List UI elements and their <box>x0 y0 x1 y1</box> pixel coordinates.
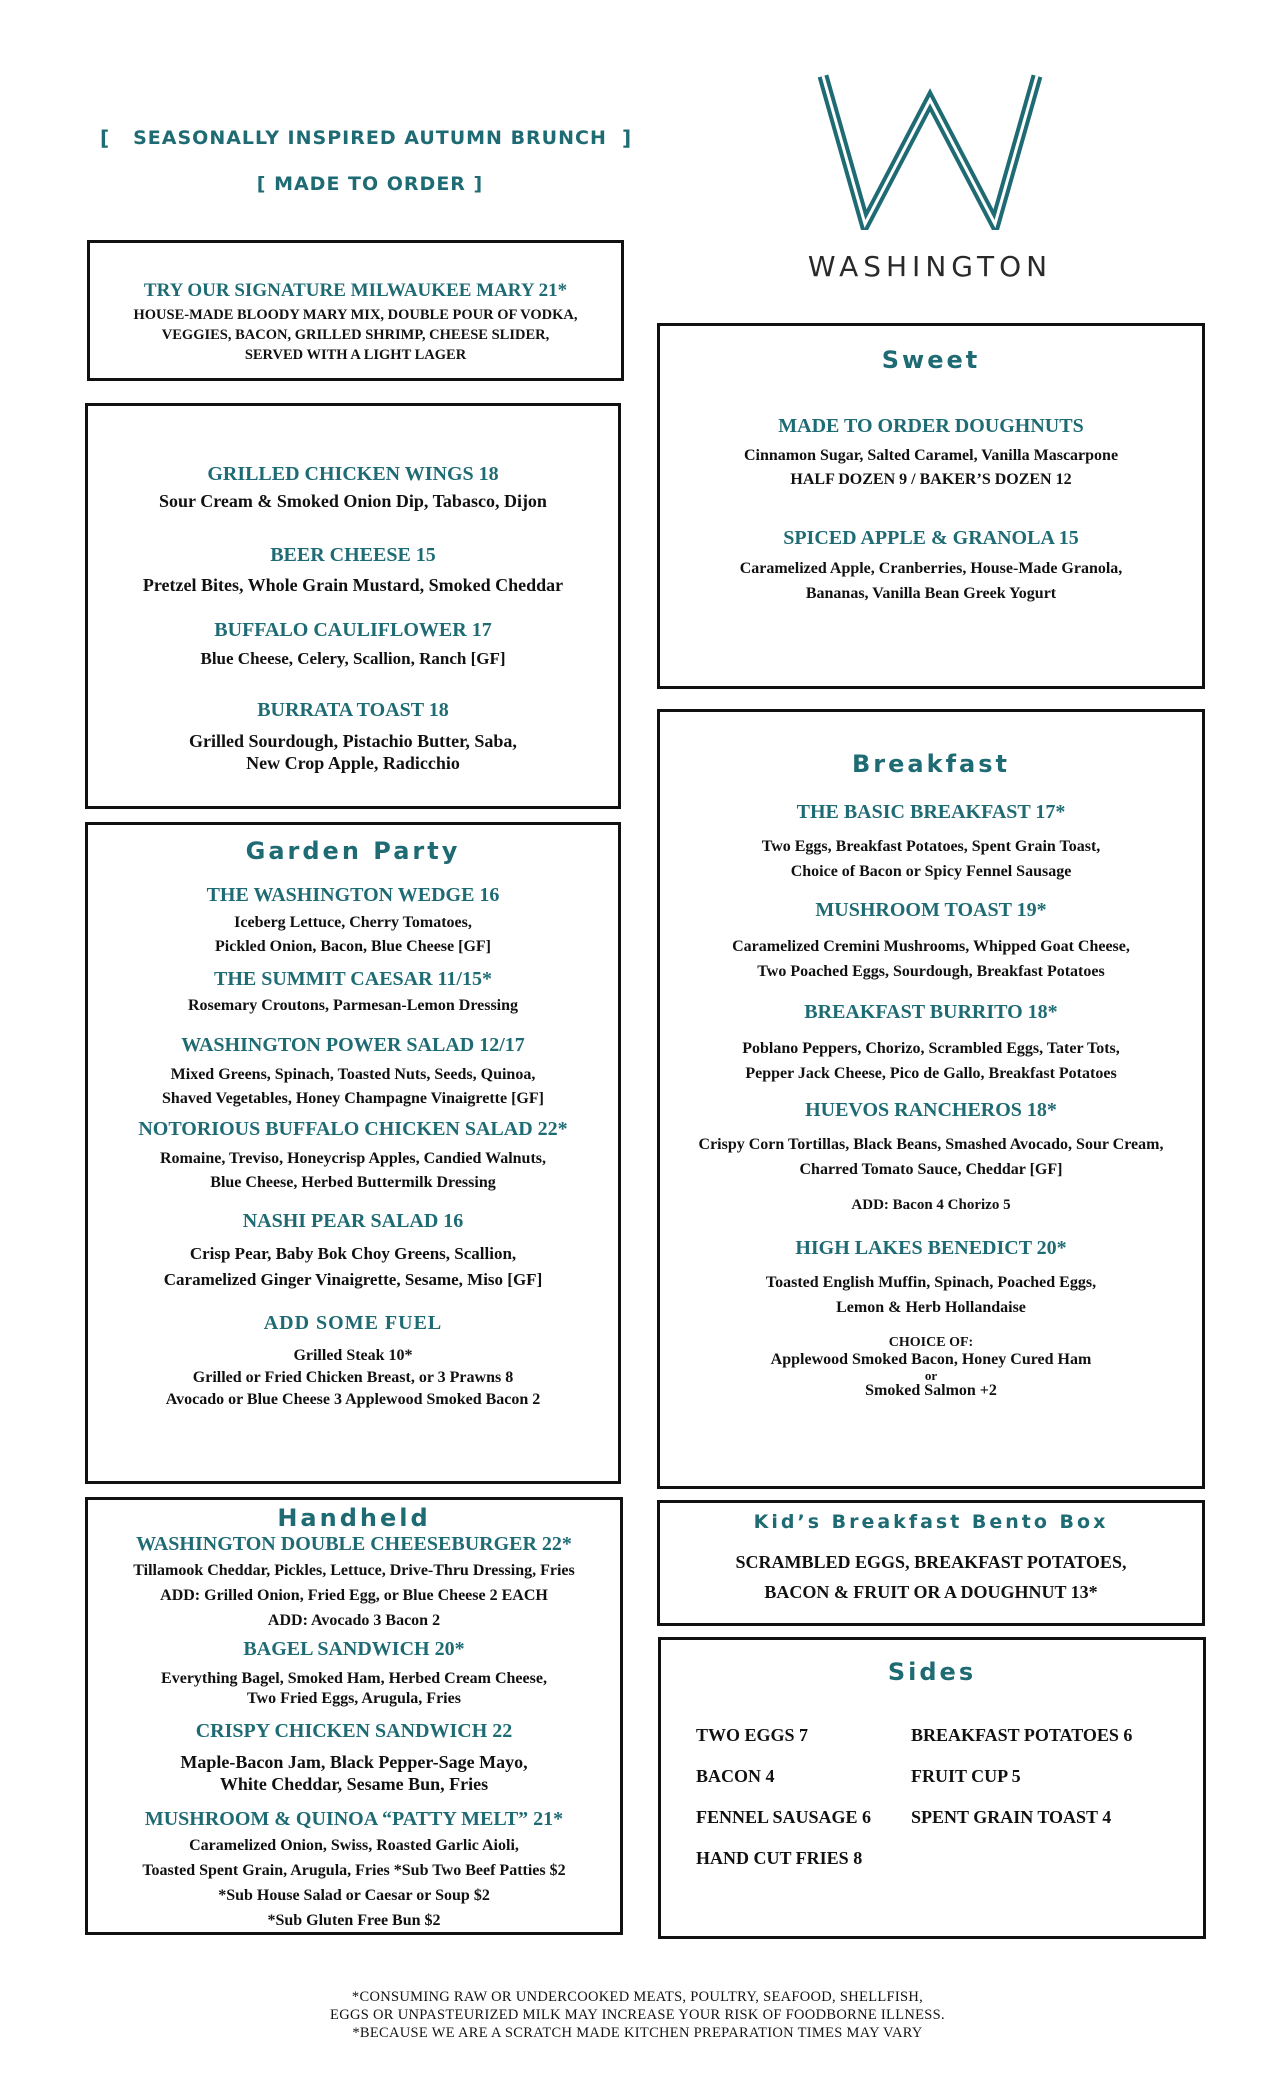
section-title-sweet: Sweet <box>881 346 981 374</box>
side-item: TWO EGGS 7 <box>696 1725 809 1745</box>
signature-line: SERVED WITH A LIGHT LAGER <box>244 347 467 363</box>
menu-item-desc <box>88 1345 618 1411</box>
desc-line: Caramelized Apple, Cranberries, House-Made Granola, <box>739 560 1123 577</box>
signature-line: VEGGIES, BACON, GRILLED SHRIMP, CHEESE SLIDER, <box>161 327 550 343</box>
desc-line: Two Eggs, Breakfast Potatoes, Spent Grain Toast, <box>761 838 1101 855</box>
menu-item-title: THE SUMMIT CAESAR 11/15* <box>213 968 492 990</box>
choice-line: or <box>924 1368 938 1383</box>
kids-bento-box <box>657 1500 1205 1626</box>
menu-item-desc <box>660 1036 1202 1086</box>
menu-item-desc: Blue Cheese, Celery, Scallion, Ranch [GF] <box>200 649 506 668</box>
starters-box <box>85 403 621 809</box>
desc-line: Blue Cheese, Herbed Buttermilk Dressing <box>210 1174 496 1191</box>
w-logo-icon <box>815 70 1045 230</box>
desc-line: Grilled or Fried Chicken Breast, or 3 Prawns 8 <box>192 1369 514 1386</box>
side-item: SPENT GRAIN TOAST 4 <box>911 1807 1112 1827</box>
side-item: BREAKFAST POTATOES 6 <box>911 1725 1133 1745</box>
side-item: FENNEL SAUSAGE 6 <box>696 1807 872 1827</box>
desc-line: Charred Tomato Sauce, Cheddar [GF] <box>799 1161 1063 1178</box>
section-title-garden-party: Garden Party <box>245 837 461 865</box>
signature-drink-box <box>87 240 624 381</box>
disclaimer-line: EGGS OR UNPASTEURIZED MILK MAY INCREASE YOUR RISK OF FOODBORNE ILLNESS. <box>330 2007 945 2023</box>
menu-item-title: SPICED APPLE & GRANOLA 15 <box>783 527 1079 549</box>
header-bracket-right: ] <box>622 126 632 150</box>
desc-line: ADD: Grilled Onion, Fried Egg, or Blue Cheese 2 EACH <box>160 1587 548 1604</box>
desc-line: ADD: Avocado 3 Bacon 2 <box>267 1612 441 1629</box>
menu-item-title: BREAKFAST BURRITO 18* <box>804 1001 1058 1023</box>
disclaimer-line: *CONSUMING RAW OR UNDERCOOKED MEATS, POULTRY, SEAFOOD, SHELLFISH, <box>351 1989 924 2005</box>
menu-item-title: MUSHROOM & QUINOA “PATTY MELT” 21* <box>144 1808 564 1830</box>
menu-item-desc: Sour Cream & Smoked Onion Dip, Tabasco, Dijon <box>159 491 547 511</box>
desc-line: Grilled Steak 10* <box>293 1347 413 1364</box>
side-item: HAND CUT FRIES 8 <box>696 1848 863 1868</box>
desc-line: Iceberg Lettuce, Cherry Tomatoes, <box>234 914 472 931</box>
menu-item-desc <box>88 1147 618 1195</box>
desc-line: Crisp Pear, Baby Bok Choy Greens, Scallion, <box>189 1244 517 1263</box>
disclaimer-line: *BECAUSE WE ARE A SCRATCH MADE KITCHEN PREPARATION TIMES MAY VARY <box>352 2025 923 2041</box>
menu-item-desc <box>660 1270 1202 1320</box>
menu-item-title: GRILLED CHICKEN WINGS 18 <box>207 463 499 485</box>
desc-line: New Crop Apple, Radicchio <box>246 753 460 773</box>
side-item: FRUIT CUP 5 <box>911 1766 1021 1786</box>
desc-line: *Sub House Salad or Caesar or Soup $2 <box>218 1887 490 1904</box>
desc-line: White Cheddar, Sesame Bun, Fries <box>219 1774 489 1794</box>
footer-disclaimer <box>150 1988 1125 2042</box>
menu-item-title: WASHINGTON DOUBLE CHEESEBURGER 22* <box>136 1533 572 1555</box>
signature-desc <box>90 305 621 365</box>
choice-label: CHOICE OF: <box>888 1335 974 1350</box>
desc-line: Romaine, Treviso, Honeycrisp Apples, Candied Walnuts, <box>160 1150 546 1167</box>
choice-line: Smoked Salmon +2 <box>865 1382 997 1399</box>
desc-line: Lemon & Herb Hollandaise <box>836 1299 1026 1316</box>
header-subtagline: [ MADE TO ORDER ] <box>256 173 484 195</box>
desc-line: HALF DOZEN 9 / BAKER’S DOZEN 12 <box>790 471 1072 488</box>
desc-line: Toasted Spent Grain, Arugula, Fries *Sub Two Beef Patties $2 <box>142 1862 566 1879</box>
desc-line: BACON & FRUIT OR A DOUGHNUT 13* <box>764 1582 1098 1602</box>
section-title-breakfast: Breakfast <box>852 750 1010 778</box>
menu-item-title: MADE TO ORDER DOUGHNUTS <box>778 415 1084 437</box>
signature-title: TRY OUR SIGNATURE MILWAUKEE MARY 21* <box>143 280 568 301</box>
desc-line: Poblano Peppers, Chorizo, Scrambled Eggs, Tater Tots, <box>742 1040 1120 1057</box>
signature-line: HOUSE-MADE BLOODY MARY MIX, DOUBLE POUR OF VODKA, <box>133 307 578 323</box>
desc-line: Choice of Bacon or Spicy Fennel Sausage <box>790 863 1072 880</box>
desc-line: Grilled Sourdough, Pistachio Butter, Saba, <box>189 731 517 751</box>
desc-line: SCRAMBLED EGGS, BREAKFAST POTATOES, <box>735 1552 1127 1572</box>
handheld-box <box>85 1497 623 1935</box>
menu-item-title: MUSHROOM TOAST 19* <box>815 899 1047 921</box>
desc-line: Shaved Vegetables, Honey Champagne Vinaigrette [GF] <box>162 1090 544 1107</box>
menu-item-desc <box>660 1132 1202 1182</box>
desc-line: Caramelized Cremini Mushrooms, Whipped Goat Cheese, <box>732 938 1130 955</box>
menu-item-desc <box>660 934 1202 984</box>
menu-item-title: CRISPY CHICKEN SANDWICH 22 <box>195 1720 513 1742</box>
side-item: BACON 4 <box>696 1766 775 1786</box>
menu-item-desc <box>88 1833 620 1933</box>
menu-item-desc <box>88 911 618 959</box>
section-title-sides: Sides <box>887 1658 977 1686</box>
desc-line: Maple-Bacon Jam, Black Pepper-Sage Mayo, <box>180 1752 528 1772</box>
menu-item-desc <box>88 1241 618 1293</box>
menu-item-desc <box>88 730 618 774</box>
desc-line: Bananas, Vanilla Bean Greek Yogurt <box>805 585 1057 602</box>
choice-options <box>660 1351 1202 1400</box>
menu-item-title: THE WASHINGTON WEDGE 16 <box>206 884 500 906</box>
menu-item-desc <box>88 1669 620 1709</box>
desc-line: Cinnamon Sugar, Salted Caramel, Vanilla Mascarpone <box>743 447 1119 464</box>
kids-desc <box>660 1547 1202 1607</box>
sides-box <box>658 1637 1206 1939</box>
desc-line: Toasted English Muffin, Spinach, Poached Eggs, <box>765 1274 1097 1291</box>
add-ons-line: ADD: Bacon 4 Chorizo 5 <box>851 1197 1011 1213</box>
menu-item-title: THE BASIC BREAKFAST 17* <box>796 801 1066 823</box>
menu-item-desc <box>660 444 1202 492</box>
menu-item-title: HIGH LAKES BENEDICT 20* <box>795 1237 1067 1259</box>
menu-item-desc <box>660 834 1202 884</box>
desc-line: Caramelized Ginger Vinaigrette, Sesame, Miso [GF] <box>163 1270 543 1289</box>
choice-line: Applewood Smoked Bacon, Honey Cured Ham <box>770 1351 1092 1368</box>
desc-line: Pickled Onion, Bacon, Blue Cheese [GF] <box>215 938 491 955</box>
menu-item-title: BEER CHEESE 15 <box>270 544 436 566</box>
desc-line: Pepper Jack Cheese, Pico de Gallo, Breakfast Potatoes <box>745 1065 1117 1082</box>
menu-item-title: BURRATA TOAST 18 <box>257 699 449 721</box>
menu-item-desc <box>88 1751 620 1795</box>
menu-item-title: NOTORIOUS BUFFALO CHICKEN SALAD 22* <box>138 1118 568 1140</box>
menu-item-desc: Pretzel Bites, Whole Grain Mustard, Smoked Cheddar <box>142 575 564 595</box>
desc-line: Tillamook Cheddar, Pickles, Lettuce, Drive-Thru Dressing, Fries <box>133 1562 575 1579</box>
logo-wordmark: WASHINGTON <box>807 250 1053 283</box>
menu-item-title: BUFFALO CAULIFLOWER 17 <box>214 619 492 641</box>
menu-item-title: ADD SOME FUEL <box>263 1312 443 1334</box>
desc-line: Crispy Corn Tortillas, Black Beans, Smashed Avocado, Sour Cream, <box>698 1136 1164 1153</box>
menu-item-desc <box>660 556 1202 606</box>
header-bracket-left: [ <box>100 126 110 150</box>
breakfast-box <box>657 709 1205 1489</box>
menu-item-title: HUEVOS RANCHEROS 18* <box>805 1099 1057 1121</box>
desc-line: Two Poached Eggs, Sourdough, Breakfast Potatoes <box>757 963 1105 980</box>
menu-item-desc <box>88 1063 618 1111</box>
menu-item-title: NASHI PEAR SALAD 16 <box>242 1210 464 1232</box>
sides-list <box>696 1725 1216 1869</box>
desc-line: Everything Bagel, Smoked Ham, Herbed Cream Cheese, <box>161 1670 547 1687</box>
menu-item-desc: Rosemary Croutons, Parmesan-Lemon Dressing <box>187 997 519 1014</box>
desc-line: *Sub Gluten Free Bun $2 <box>267 1912 441 1929</box>
sweet-box <box>657 323 1205 689</box>
garden-party-box <box>85 822 621 1484</box>
menu-item-title: WASHINGTON POWER SALAD 12/17 <box>181 1034 525 1056</box>
section-title-kids: Kid’s Breakfast Bento Box <box>753 1511 1109 1533</box>
desc-line: Avocado or Blue Cheese 3 Applewood Smoked Bacon 2 <box>165 1391 541 1408</box>
menu-item-title: BAGEL SANDWICH 20* <box>243 1638 465 1660</box>
header-tagline: SEASONALLY INSPIRED AUTUMN BRUNCH <box>133 127 607 149</box>
desc-line: Caramelized Onion, Swiss, Roasted Garlic Aioli, <box>189 1837 519 1854</box>
section-title-handheld: Handheld <box>277 1504 431 1532</box>
desc-line: Mixed Greens, Spinach, Toasted Nuts, Seeds, Quinoa, <box>170 1066 536 1083</box>
menu-item-desc <box>88 1558 620 1633</box>
desc-line: Two Fried Eggs, Arugula, Fries <box>247 1690 461 1707</box>
